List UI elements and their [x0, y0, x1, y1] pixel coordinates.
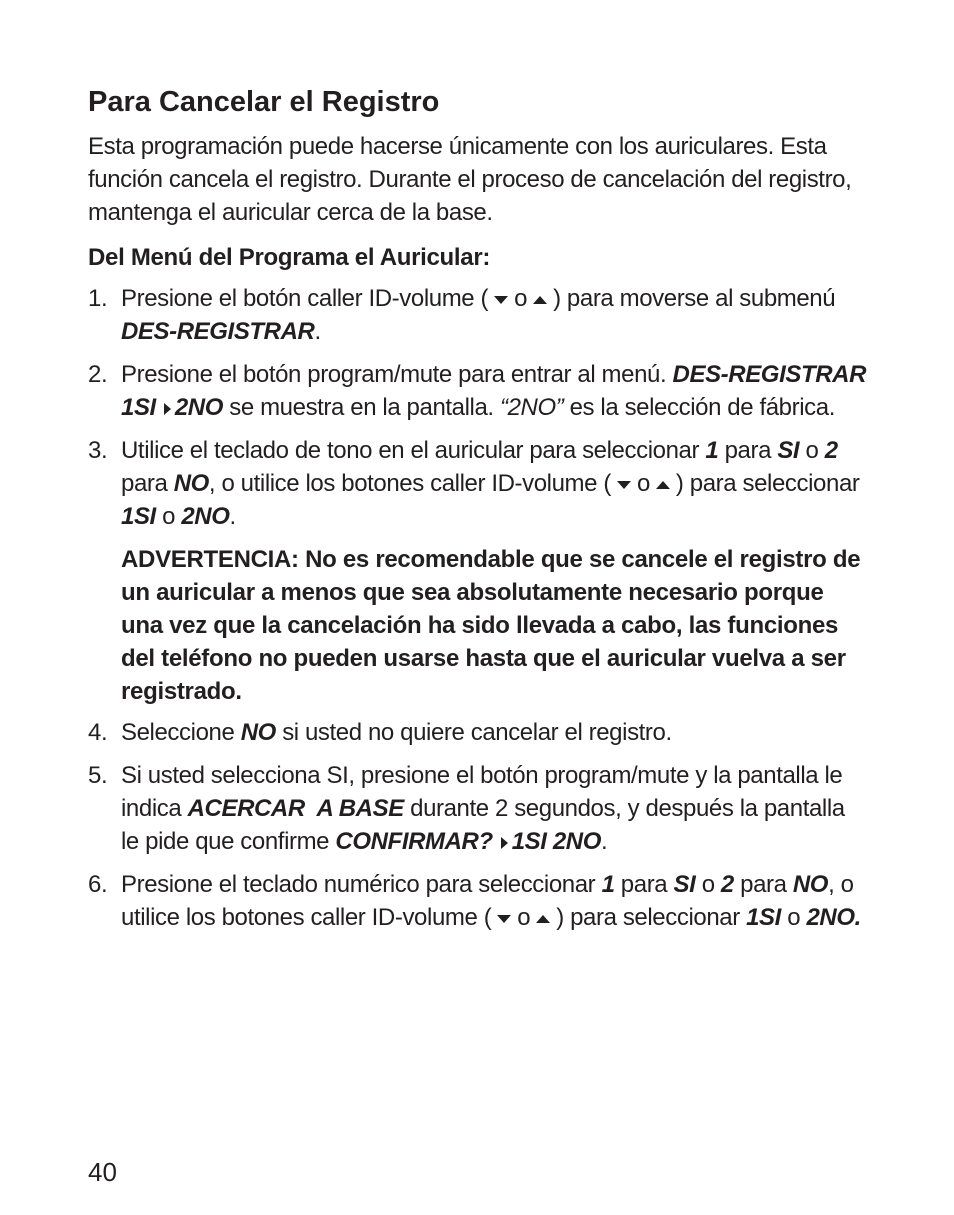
step-2: [88, 358, 868, 424]
text-run: para: [620, 871, 668, 898]
step-text: [121, 358, 868, 424]
step-text: [121, 759, 868, 858]
text-run: ) para seleccionar: [675, 470, 860, 497]
menu-term: SI: [673, 871, 696, 898]
warning-text: ADVERTENCIA: No es recomendable que se cancele el registro de un auricular a menos que sea absolutamente necesario porque una vez que la cancelación ha sido llevada a cabo, las funciones del teléfono no pueden usarse hasta que el auricular vuelva a ser registrado.: [121, 546, 861, 705]
text-run: ) para moverse al submenú: [553, 285, 836, 312]
intro-paragraph: Esta programación puede hacerse únicamente con los auriculares. Esta función cancela el registro. Durante el proceso de cancelación del registro, mantenga el auricular cerca de la base.: [88, 133, 852, 226]
step-text: [121, 716, 868, 749]
menu-term: NO: [240, 719, 276, 746]
menu-term: 1: [601, 871, 615, 898]
text-run: o: [514, 285, 528, 312]
menu-term: ACERCAR A BASE: [187, 795, 404, 822]
step-number: 3.: [88, 437, 108, 464]
text-run: se muestra en la pantalla.: [229, 394, 494, 421]
menu-term: 2: [824, 437, 838, 464]
step-number: 6.: [88, 871, 108, 898]
menu-term: 1SI: [121, 503, 156, 530]
text-run: durante 2 segundos, y después la pantalla le pide que confirme: [121, 795, 845, 855]
menu-term: DES-REGISTRAR: [121, 318, 315, 345]
text-run: para: [121, 470, 168, 497]
menu-term: CONFIRMAR?: [335, 828, 493, 855]
step-number: 4.: [88, 719, 108, 746]
quoted-term: “2NO”: [499, 394, 564, 421]
text-run: .: [314, 318, 321, 345]
right-triangle-icon: [164, 403, 171, 415]
up-triangle-icon: [536, 915, 550, 923]
step-3: [88, 434, 868, 533]
up-triangle-icon: [656, 481, 670, 489]
manual-page: [88, 84, 868, 944]
text-run: , o utilice los botones caller ID-volume (: [208, 470, 611, 497]
menu-term: NO: [792, 871, 829, 898]
menu-term: DES-REGISTRAR 1SI: [121, 361, 867, 421]
menu-subheading: Del Menú del Programa el Auricular:: [88, 244, 491, 271]
right-triangle-icon: [501, 837, 508, 849]
menu-term: 2NO: [174, 394, 223, 421]
step-number: 5.: [88, 762, 108, 789]
text-run: o: [636, 470, 650, 497]
text-run: .: [229, 503, 236, 530]
down-triangle-icon: [494, 296, 508, 304]
text-run: Presione el teclado numérico para seleccionar: [121, 871, 596, 898]
menu-term: 1: [705, 437, 719, 464]
menu-term: 2: [720, 871, 734, 898]
text-run: o: [701, 871, 715, 898]
text-run: , o utilice los botones caller ID-volume (: [121, 871, 854, 931]
text-run: Presione el botón program/mute para entrar al menú.: [121, 361, 667, 388]
menu-term: 1SI: [746, 904, 781, 931]
menu-term: SI: [777, 437, 800, 464]
text-run: si usted no quiere cancelar el registro.: [282, 719, 672, 746]
up-triangle-icon: [533, 296, 547, 304]
down-triangle-icon: [497, 915, 511, 923]
text-run: es la selección de fábrica.: [569, 394, 835, 421]
text-run: Seleccione: [121, 719, 235, 746]
step-number: 2.: [88, 361, 108, 388]
step-text: [121, 434, 868, 533]
step-5: [88, 759, 868, 858]
menu-term: NO: [173, 470, 209, 497]
step-6: [88, 868, 868, 934]
text-run: o: [805, 437, 819, 464]
step-text: [121, 282, 868, 348]
step-text: [121, 868, 868, 934]
step-1: [88, 282, 868, 348]
text-run: para: [724, 437, 772, 464]
menu-term: 2NO: [181, 503, 230, 530]
text-run: o: [517, 904, 531, 931]
menu-term: 1SI 2NO: [511, 828, 601, 855]
text-run: .: [600, 828, 608, 855]
step-number: 1.: [88, 285, 108, 312]
menu-term: 2NO.: [806, 904, 861, 931]
text-run: para: [740, 871, 787, 898]
text-run: Si usted selecciona SI, presione el botón program/mute y la pantalla le indica: [121, 762, 843, 822]
down-triangle-icon: [617, 481, 631, 489]
text-run: o: [787, 904, 801, 931]
page-number: 40: [88, 1157, 117, 1187]
text-run: Presione el botón caller ID-volume (: [121, 285, 489, 312]
text-run: o: [162, 503, 176, 530]
text-run: ) para seleccionar: [556, 904, 740, 931]
section-title: Para Cancelar el Registro: [88, 86, 440, 118]
text-run: Utilice el teclado de tono en el auricular para seleccionar: [121, 437, 700, 464]
step-4: [88, 716, 868, 749]
